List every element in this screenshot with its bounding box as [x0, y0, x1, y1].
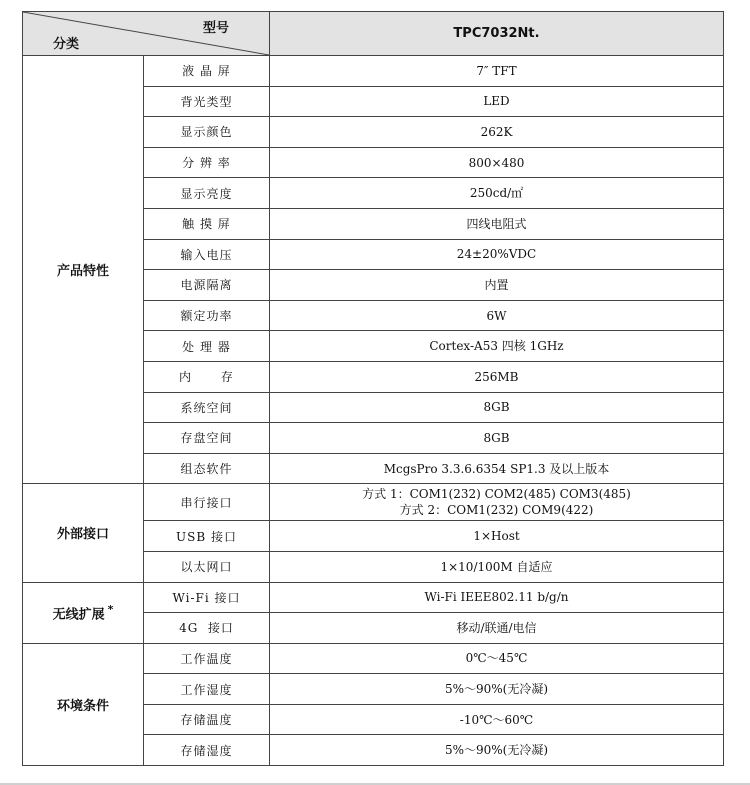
- footnote-mark: *: [107, 602, 114, 616]
- item-label: 处 理 器: [144, 331, 270, 362]
- item-label: 电源隔离: [144, 270, 270, 301]
- item-label: 以太网口: [144, 551, 270, 582]
- item-label: 额定功率: [144, 300, 270, 331]
- item-label: 背光类型: [144, 86, 270, 117]
- item-label: 系统空间: [144, 392, 270, 423]
- item-value: 262K: [270, 117, 724, 148]
- serial-mode-2: 方式 2：COM1(232) COM9(422): [399, 503, 594, 518]
- diagonal-header-cell: [23, 12, 270, 56]
- item-value: 24±20%VDC: [270, 239, 724, 270]
- model-column-label: 型号: [202, 21, 229, 36]
- item-label: 4G 接口: [144, 613, 270, 644]
- item-label: 显示颜色: [144, 117, 270, 148]
- table-row: [23, 582, 724, 613]
- item-value: 0℃～45℃: [270, 643, 724, 674]
- item-value: -10℃～60℃: [270, 704, 724, 735]
- item-value: 四线电阻式: [270, 208, 724, 239]
- item-value: 1×10/100M 自适应: [270, 551, 724, 582]
- item-label: 组态软件: [144, 453, 270, 484]
- item-value: Wi-Fi IEEE802.11 b/g/n: [270, 582, 724, 613]
- item-value: 800×480: [270, 147, 724, 178]
- item-value: LED: [270, 86, 724, 117]
- item-label: 输入电压: [144, 239, 270, 270]
- item-value: 5%～90%(无冷凝): [270, 674, 724, 705]
- category-environment: 环境条件: [23, 643, 144, 765]
- item-label: 触 摸 屏: [144, 208, 270, 239]
- item-value: 7″ TFT: [270, 56, 724, 87]
- item-label: Wi-Fi 接口: [144, 582, 270, 613]
- item-label: 内 存: [144, 361, 270, 392]
- item-label: 工作温度: [144, 643, 270, 674]
- item-value: 5%～90%(无冷凝): [270, 735, 724, 766]
- model-name: TPC7032Nt.: [453, 26, 540, 41]
- serial-mode-1: 方式 1：COM1(232) COM2(485) COM3(485): [362, 487, 631, 502]
- item-value: 250cd/㎡: [270, 178, 724, 209]
- header-row: [23, 12, 724, 56]
- item-label: 串行接口: [144, 484, 270, 521]
- item-value: 移动/联通/电信: [270, 613, 724, 644]
- item-label: 显示亮度: [144, 178, 270, 209]
- category-label: 无线扩展: [52, 607, 105, 623]
- item-value: 1×Host: [270, 521, 724, 552]
- table-row: [23, 56, 724, 87]
- item-value: 6W: [270, 300, 724, 331]
- model-name-cell: [270, 12, 724, 56]
- spec-table: [22, 11, 724, 766]
- item-label: 存盘空间: [144, 423, 270, 454]
- table-row: [23, 643, 724, 674]
- item-value: Cortex-A53 四核 1GHz: [270, 331, 724, 362]
- item-value: 8GB: [270, 423, 724, 454]
- item-value: 内置: [270, 270, 724, 301]
- item-value: 256MB: [270, 361, 724, 392]
- item-label: 液 晶 屏: [144, 56, 270, 87]
- item-value: 8GB: [270, 392, 724, 423]
- category-column-label: 分类: [53, 37, 80, 52]
- item-value: [270, 484, 724, 521]
- item-label: USB 接口: [144, 521, 270, 552]
- category-external-interfaces: 外部接口: [23, 484, 144, 582]
- category-wireless-expansion: [23, 582, 144, 643]
- category-product-features: 产品特性: [23, 56, 144, 484]
- item-value: McgsPro 3.3.6.6354 SP1.3 及以上版本: [270, 453, 724, 484]
- item-label: 工作湿度: [144, 674, 270, 705]
- item-label: 存储湿度: [144, 735, 270, 766]
- table-row: [23, 484, 724, 521]
- item-label: 分 辨 率: [144, 147, 270, 178]
- item-label: 存储温度: [144, 704, 270, 735]
